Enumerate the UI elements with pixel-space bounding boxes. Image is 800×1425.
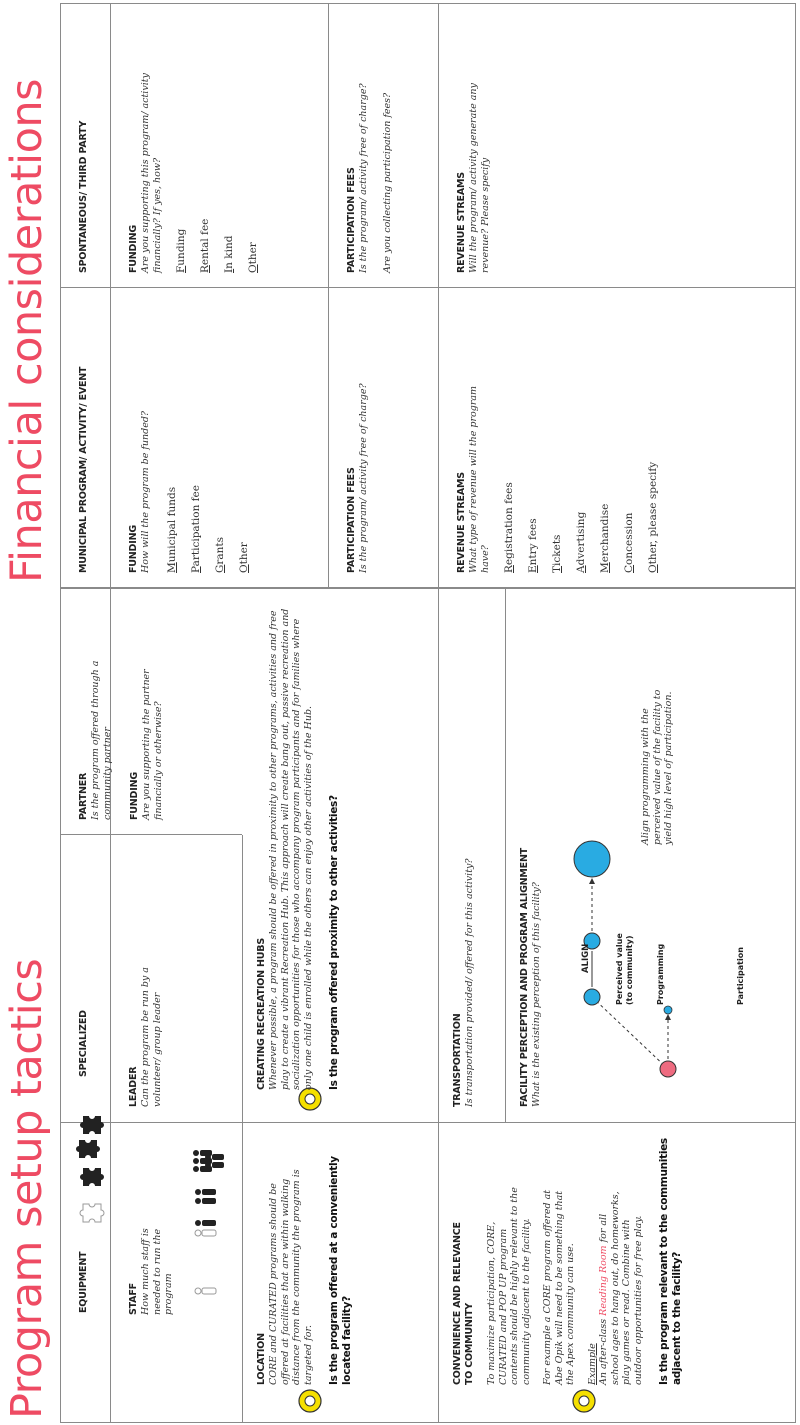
spont-funding-text: Are you supporting this program/ activity financially? If yes, how? (140, 73, 163, 273)
perceived-value-label (615, 915, 635, 1005)
partner-funding-heading: FUNDING (129, 772, 140, 820)
option-rental-fee: Rental fee (199, 218, 211, 273)
transportation-heading: TRANSPORTATION (452, 1013, 463, 1107)
option-registration-fees: Registration fees (503, 482, 515, 573)
divider (438, 3, 439, 588)
option-other: Other (247, 242, 259, 273)
hubs-question: Is the program offered proximity to other activities? (328, 795, 340, 1090)
convenience-heading-1: CONVENIENCE AND RELEVANCE (452, 1222, 463, 1385)
col-header-specialized: SPECIALIZED (78, 1010, 89, 1077)
program-setup-title: Program setup tactics (2, 958, 52, 1419)
person-icon (190, 1143, 230, 1313)
location-pin-icon (296, 1387, 324, 1415)
divider (242, 1123, 243, 1423)
divider (505, 1122, 796, 1123)
col-header-equipment: EQUIPMENT (78, 1251, 89, 1313)
staff-section (128, 1135, 175, 1315)
spont-funding-heading: FUNDING (128, 225, 139, 273)
reading-room-highlight: Reading Room (598, 1245, 609, 1316)
spont-fees-section (346, 13, 393, 273)
spont-fees-text-2: Are you collecting participation fees? (381, 92, 393, 273)
option-entry-fees: Entry fees (527, 518, 539, 573)
leader-heading: LEADER (128, 1066, 139, 1107)
option-merchandise: Merchandise (599, 503, 611, 573)
partner-section (78, 600, 164, 820)
spont-revenue-text: Will the program/ activity generate any revenue? Please specify (468, 83, 491, 273)
muni-revenue-text: What type of revenue will the program have? (468, 385, 491, 573)
example-text-pre: An after-class (598, 1315, 609, 1385)
divider (60, 287, 796, 288)
transportation-text: Is transportation provided/ offered for this activity? (464, 858, 475, 1107)
convenience-example (587, 1185, 645, 1385)
muni-funding-heading: FUNDING (128, 525, 139, 573)
convenience-question: Is the program relevant to the communities adjacent to the facility? (658, 1138, 683, 1385)
option-municipal-funds: Municipal funds (165, 486, 178, 573)
staff-heading: STAFF (128, 1283, 139, 1315)
location-heading: LOCATION (256, 1333, 267, 1385)
facility-section (519, 607, 543, 1107)
convenience-heading-2: TO COMMUNITY (464, 1303, 475, 1385)
option-other-specify: Other, please specify (647, 461, 659, 573)
divider (438, 588, 439, 1423)
convenience-text-2: For example a CORE program offered at Abe Opik will need to be something that the Apex community can use. (542, 1189, 576, 1385)
facility-heading: FACILITY PERCEPTION AND PROGRAM ALIGNMENT (519, 848, 530, 1107)
muni-fees-heading: PARTICIPATION FEES (346, 467, 357, 573)
transportation-section (452, 607, 476, 1107)
option-tickets: Tickets (551, 534, 563, 573)
muni-funding-options (160, 303, 256, 573)
col-header-spontaneous: SPONTANEOUS/ THIRD PARTY (78, 120, 89, 273)
facility-text: What is the existing perception of this facility? (531, 882, 542, 1107)
programming-label: Programming (656, 943, 665, 1005)
hubs-section (256, 595, 341, 1090)
option-advertising: Advertising (575, 511, 587, 573)
muni-funding-section (128, 303, 256, 573)
location-text: CORE and CURATED programs should be offered at facilities that are within walking distance from the community the program is targeted for. (268, 1169, 314, 1385)
hubs-text: Whenever possible, a program should be offered in proximity to other programs, activities and free play to create a vibrant Recreation Hub. This approach will create bang out, passive recreation and socialization opportunities for those who accompany program participants and for families where only one child is enrolled while the others can enjoy other activities of the Hub. (268, 608, 314, 1090)
financial-considerations-title: Financial considerations (2, 78, 52, 583)
facility-note: Align programming with the perceived value of the facility to yield high level of participation. (640, 689, 674, 845)
divider (505, 588, 506, 1123)
hubs-heading: CREATING RECREATION HUBS (256, 938, 267, 1090)
muni-revenue-heading: REVENUE STREAMS (456, 472, 467, 573)
perceived-value-line-1: Perceived value (615, 933, 624, 1005)
divider (110, 3, 111, 588)
leader-text: Can the program be run by a volunteer/ group leader (140, 967, 163, 1107)
spont-fees-text-1: Is the program/ activity free of charge? (358, 83, 369, 273)
muni-funding-text: How will the program be funded? (140, 410, 151, 573)
puzzle-icon (65, 1110, 110, 1230)
muni-revenue-section (456, 303, 665, 573)
divider (60, 834, 110, 835)
alignment-diagram (570, 795, 790, 1115)
option-other: Other (237, 542, 250, 573)
muni-fees-text: Is the program/ activity free of charge? (358, 383, 369, 573)
convenience-text-1: To maximize participation, CORE, CURATED and POP UP program contents should be highly relevant to the community adjacent to the facility. (486, 1187, 532, 1385)
perceived-value-line-2: (to community) (625, 935, 634, 1005)
convenience-section (452, 1127, 684, 1385)
align-label: ALIGN (581, 943, 591, 973)
partner-funding-text: Are you supporting the partner financially or otherwise? (141, 669, 164, 820)
spont-revenue-heading: REVENUE STREAMS (456, 172, 467, 273)
partner-text: Is the program offered through a community partner (90, 660, 113, 820)
spont-funding-options (169, 13, 265, 273)
divider (328, 3, 329, 588)
divider (110, 834, 242, 835)
option-in-kind: In kind (223, 235, 235, 273)
participation-label: Participation (736, 947, 745, 1005)
location-pin-icon (570, 1387, 598, 1415)
muni-fees-section (346, 303, 370, 573)
example-text-post: for all school ages to hang out, do homeworks, play games or read. Combine with outdoor opportunities for free play. (598, 1191, 644, 1385)
option-concession: Concession (623, 512, 635, 573)
spont-funding-section (128, 13, 265, 273)
partner-heading: PARTNER (78, 772, 89, 820)
muni-revenue-options (497, 303, 665, 573)
example-label: Example (586, 1343, 598, 1385)
staff-text: How much staff is needed to run the program (140, 1228, 174, 1315)
divider (242, 835, 243, 1123)
option-funding: Funding (175, 228, 187, 273)
location-section (256, 1135, 354, 1385)
location-question: Is the program offered at a conveniently located facility? (328, 1156, 353, 1385)
option-grants: Grants (213, 536, 226, 573)
leader-section (128, 907, 163, 1107)
col-header-municipal: MUNICIPAL PROGRAM/ ACTIVITY/ EVENT (78, 366, 89, 573)
option-participation-fee: Participation fee (189, 485, 202, 573)
spont-fees-heading: PARTICIPATION FEES (346, 167, 357, 273)
spont-revenue-section (456, 13, 491, 273)
